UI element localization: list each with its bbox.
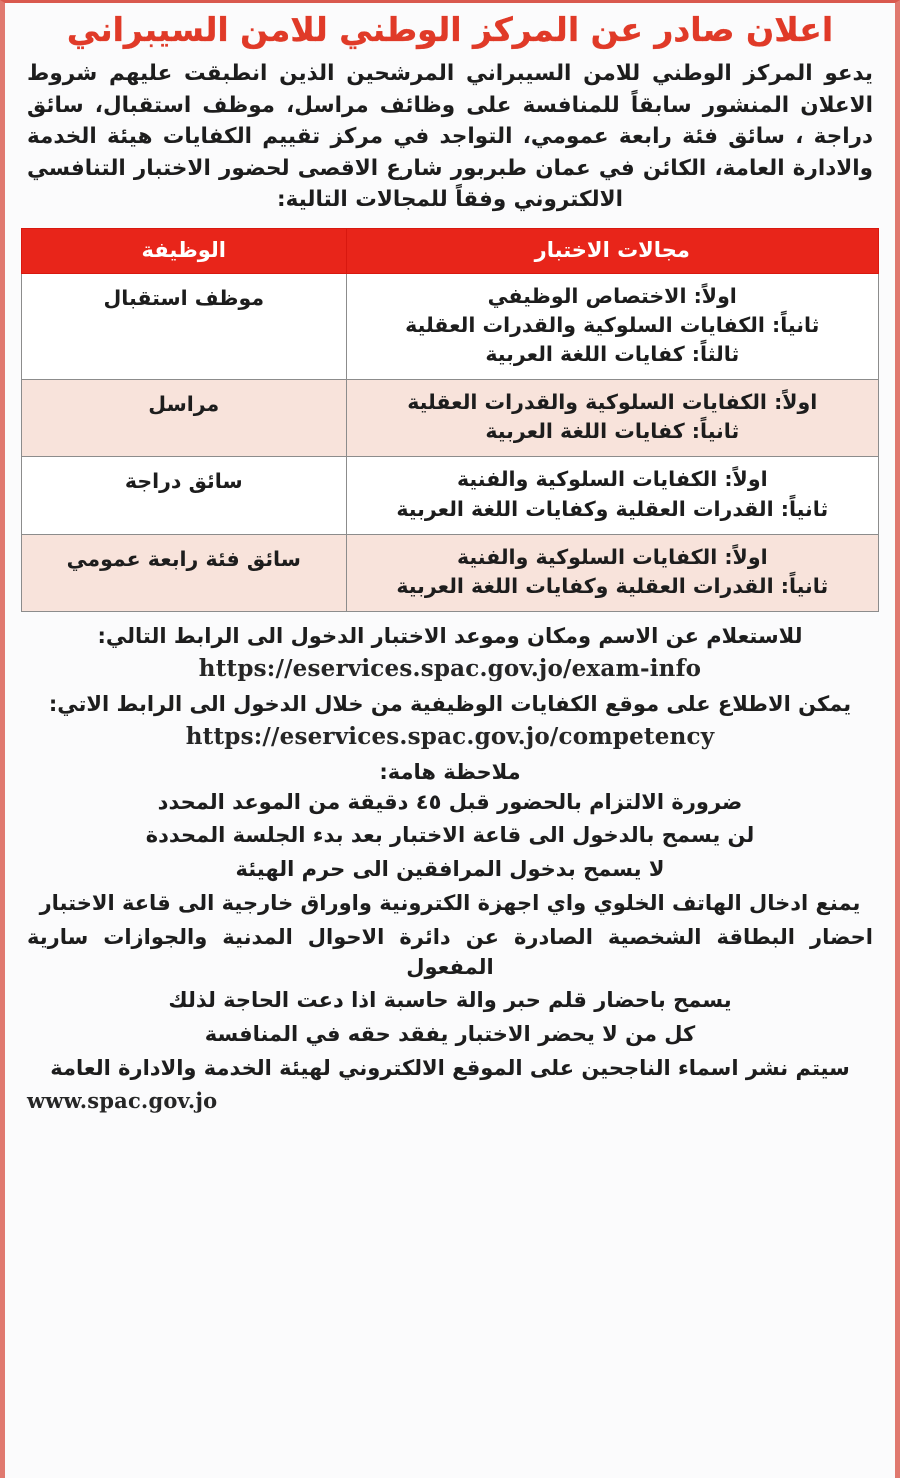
table-row	[22, 457, 879, 534]
exam-fields-cell	[346, 380, 878, 457]
exam-fields-table	[21, 228, 879, 612]
spac-website-url[interactable]: www.spac.gov.jo	[27, 1087, 218, 1113]
exam-field-line: اولاً: الكفايات السلوكية والفنية	[456, 544, 768, 569]
note-item: ضرورة الالتزام بالحضور قبل ٤٥ دقيقة من الموعد المحدد	[157, 789, 743, 814]
job-title-cell: سائق دراجة	[22, 457, 347, 534]
exam-fields-cell	[346, 273, 878, 379]
note-item: لا يسمح بدخول المرافقين الى حرم الهيئة	[235, 857, 665, 882]
job-title-cell: مراسل	[22, 380, 347, 457]
exam-field-line: ثانياً: القدرات العقلية وكفايات اللغة العربية	[396, 573, 829, 598]
column-header-exam-fields: مجالات الاختبار	[346, 228, 878, 273]
exam-fields-cell	[346, 534, 878, 611]
table-body	[22, 273, 879, 611]
page-title: اعلان صادر عن المركز الوطني للامن السيبراني	[66, 10, 834, 49]
exam-fields-cell	[346, 457, 878, 534]
note-item: سيتم نشر اسماء الناجحين على الموقع الالكتروني لهيئة الخدمة والادارة العامة	[50, 1056, 850, 1081]
footer-url-wrapper	[27, 1088, 873, 1113]
table-row	[22, 273, 879, 379]
note-item: لن يسمح بالدخول الى قاعة الاختبار بعد بدء الجلسة المحددة	[145, 823, 755, 848]
competency-label: يمكن الاطلاع على موقع الكفايات الوظيفية من خلال الدخول الى الرابط الاتي:	[48, 691, 852, 716]
exam-field-line: ثانياً: كفايات اللغة العربية	[485, 419, 740, 444]
note-item: كل من لا يحضر الاختبار يفقد حقه في المنافسة	[204, 1022, 696, 1047]
exam-field-line: ثانياً: القدرات العقلية وكفايات اللغة العربية	[396, 496, 829, 521]
competency-url[interactable]: https://eservices.spac.gov.jo/competency	[185, 722, 715, 750]
exam-field-line: ثانياً: الكفايات السلوكية والقدرات العقلية	[405, 313, 820, 338]
table-header	[22, 228, 879, 273]
job-title-cell: سائق فئة رابعة عمومي	[22, 534, 347, 611]
exam-field-line: اولاً: الكفايات السلوكية والفنية	[456, 467, 768, 492]
intro-paragraph: يدعو المركز الوطني للامن السيبراني المرشحين الذين انطبقت عليهم شروط الاعلان المنشور سابقاً للمنافسة على وظائف مراسل، موظف استقبال، سائق دراجة ، سائق فئة رابعة عمومي، التواجد في مركز تقييم الكفايات هيئة الخدمة والادارة العامة، الكائن في عمان طبربور شارع الاقصى لحضور الاختبار التنافسي الالكتروني وفقاً للمجالات التالية:	[27, 60, 873, 213]
exam-field-line: اولاً: الكفايات السلوكية والقدرات العقلية	[407, 390, 818, 415]
table-row	[22, 534, 879, 611]
job-title-cell: موظف استقبال	[22, 273, 347, 379]
note-item: يسمح باحضار قلم حبر والة حاسبة اذا دعت الحاجة لذلك	[168, 988, 732, 1013]
links-section	[27, 622, 873, 750]
exam-field-line: اولاً: الاختصاص الوظيفي	[487, 283, 737, 308]
note-item: يمنع ادخال الهاتف الخلوي واي اجهزة الكترونية واوراق خارجية الى قاعة الاختبار	[39, 890, 861, 915]
exam-info-url[interactable]: https://eservices.spac.gov.jo/exam-info	[198, 654, 702, 682]
notes-heading: ملاحظة هامة:	[379, 759, 521, 784]
exam-field-line: ثالثاً: كفايات اللغة العربية	[485, 342, 740, 367]
note-item: احضار البطاقة الشخصية الصادرة عن دائرة الاحوال المدنية والجوازات سارية المفعول	[27, 924, 873, 979]
column-header-job: الوظيفة	[22, 228, 347, 273]
table-row	[22, 380, 879, 457]
exam-info-label: للاستعلام عن الاسم ومكان وموعد الاختبار الدخول الى الرابط التالي:	[97, 623, 803, 648]
notes-section	[27, 760, 873, 1113]
table-header-row	[22, 228, 879, 273]
